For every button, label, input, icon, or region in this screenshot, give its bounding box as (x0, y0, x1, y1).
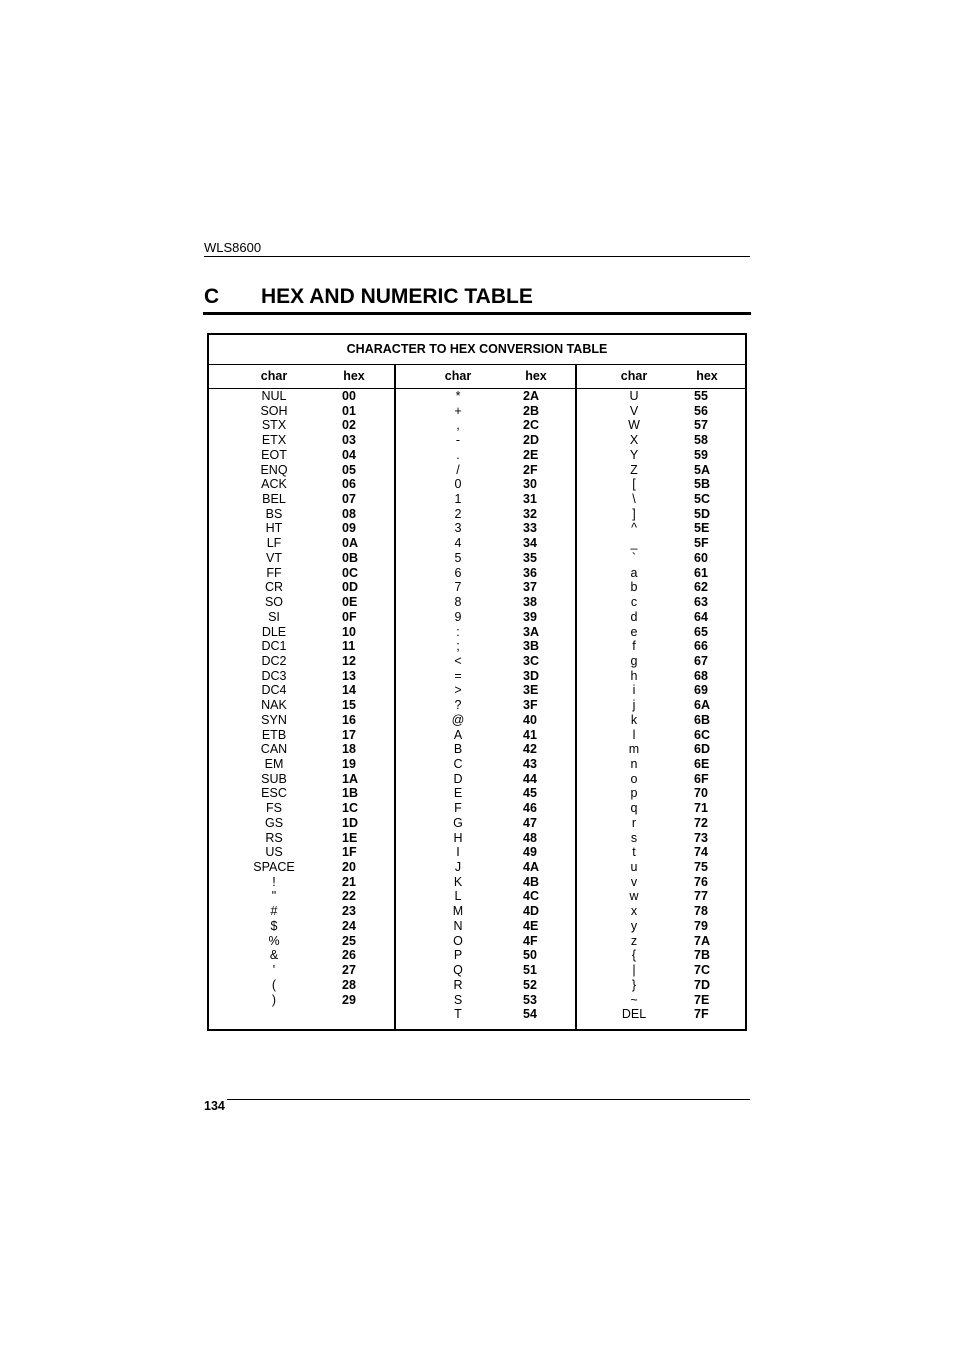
table-cell-hex: 68 (694, 668, 708, 683)
table-cell-hex: 6D (694, 742, 710, 757)
table-cell-hex: 2A (523, 389, 539, 403)
table-cell-hex: 55 (694, 389, 708, 403)
table-cell-char: B (453, 742, 463, 757)
table-cell-hex: 7B (694, 948, 710, 963)
table-cell-hex: 64 (694, 609, 708, 624)
table-cell-hex: 26 (342, 948, 356, 963)
table-cell-hex: 77 (694, 889, 708, 904)
table-cell-hex: 52 (523, 977, 537, 992)
table-cell-hex: 69 (694, 683, 708, 698)
table-cell-char: n (630, 757, 638, 771)
table-cell-hex: 6E (694, 757, 710, 771)
table-cell-char: e (630, 624, 638, 639)
table-cell-char: r (631, 815, 637, 830)
table-cell-hex: 19 (342, 757, 356, 771)
table-cell-char: ; (456, 639, 460, 654)
table-cell-char: p (630, 786, 638, 801)
table-cell-char: 8 (454, 595, 462, 610)
table-cell-hex: 7D (694, 977, 710, 992)
table-cell-hex: 53 (523, 992, 537, 1007)
table-cell-char: DLE (261, 624, 287, 639)
table-cell-char: DC3 (261, 668, 287, 683)
table-title: CHARACTER TO HEX CONVERSION TABLE (209, 335, 745, 365)
table-cell-hex: 22 (342, 889, 356, 904)
table-cell-char: } (631, 977, 637, 992)
table-cell-char: = (454, 668, 462, 683)
table-cell-char: 2 (454, 506, 462, 521)
table-cell-hex: 76 (694, 874, 708, 889)
table-cell-hex: 0C (342, 565, 358, 580)
section-letter: C (204, 285, 220, 308)
table-cell-hex: 04 (342, 447, 356, 462)
table-cell-char: 9 (454, 609, 462, 624)
table-cell-hex: 14 (342, 683, 356, 698)
table-cell-hex: 31 (523, 492, 537, 507)
table-cell-char: CR (264, 580, 284, 595)
table-cell-char: LF (266, 536, 282, 551)
table-cell-hex: 10 (342, 624, 356, 639)
table-cell-hex: 7F (694, 1007, 709, 1022)
table-cell-char: DC2 (261, 653, 287, 668)
table-cell-char: SPACE (253, 860, 295, 875)
table-cell-char: U (629, 389, 639, 403)
table-cell-char: EOT (261, 447, 287, 462)
table-cell-hex: 0E (342, 595, 358, 610)
table-cell-char: - (455, 433, 461, 448)
table-cell-char: h (630, 668, 638, 683)
table-cell-hex: 11 (342, 639, 356, 654)
table-cell-hex: 43 (523, 757, 537, 771)
table-cell-char: US (265, 845, 283, 860)
table-cell-char: > (454, 683, 462, 698)
table-cell-char: | (632, 963, 636, 978)
table-cell-hex: 5A (694, 462, 710, 477)
table-cell-char: DEL (621, 1007, 647, 1022)
group-2-hex-header: hex (525, 369, 547, 383)
table-cell-char: # (270, 904, 278, 919)
table-cell-hex: 3B (523, 639, 539, 654)
table-cell-hex: 51 (523, 963, 537, 978)
table-cell-char: w (629, 889, 639, 904)
table-cell-char: ~ (630, 992, 638, 1007)
table-cell-char: ACK (261, 477, 287, 492)
table-cell-char: SYN (261, 712, 287, 727)
table-cell-char: [ (632, 477, 636, 492)
table-cell-char: L (454, 889, 462, 904)
table-cell-hex: 0B (342, 550, 358, 565)
table-cell-char: v (630, 874, 638, 889)
table-cell-char: DC1 (261, 639, 287, 654)
table-cell-hex: 29 (342, 992, 356, 1007)
table-cell-char: ? (454, 698, 462, 713)
table-cell-hex: 7C (694, 963, 710, 978)
table-cell-char: P (453, 948, 463, 963)
table-cell-hex: 34 (523, 536, 537, 551)
table-cell-char: ETX (261, 433, 287, 448)
table-cell-char: S (453, 992, 463, 1007)
table-cell-char: EM (264, 757, 284, 771)
table-cell-char: 6 (454, 565, 462, 580)
table-cell-hex: 33 (523, 521, 537, 536)
table-cell-hex: 46 (523, 801, 537, 816)
table-cell-char: K (453, 874, 463, 889)
table-cell-char: $ (270, 918, 278, 933)
table-cell-char: + (454, 403, 462, 418)
table-cell-hex: 7A (694, 933, 710, 948)
table-cell-char: F (454, 801, 462, 816)
table-cell-hex: 2D (523, 433, 539, 448)
table-cell-hex: 37 (523, 580, 537, 595)
table-cell-hex: 00 (342, 389, 356, 403)
table-cell-char: ` (631, 550, 637, 565)
table-cell-char: \ (632, 492, 636, 507)
table-cell-hex: 7E (694, 992, 710, 1007)
table-cell-char: BEL (262, 492, 286, 507)
table-cell-char: RS (265, 830, 283, 845)
table-cell-char: Q (453, 963, 463, 978)
table-cell-char: & (269, 948, 279, 963)
table-cell-char: CAN (260, 742, 288, 757)
table-cell-hex: 36 (523, 565, 537, 580)
table-cell-hex: 40 (523, 712, 537, 727)
table-cell-char: . (456, 447, 460, 462)
table-cell-hex: 3E (523, 683, 539, 698)
table-cell-char: 0 (454, 477, 462, 492)
table-cell-hex: 23 (342, 904, 356, 919)
table-cell-char: E (453, 786, 463, 801)
table-cell-hex: 30 (523, 477, 537, 492)
table-cell-char: W (628, 418, 640, 433)
table-cell-hex: 38 (523, 595, 537, 610)
table-cell-char: z (630, 933, 638, 948)
table-cell-hex: 65 (694, 624, 708, 639)
table-cell-hex: 48 (523, 830, 537, 845)
table-cell-char: j (632, 698, 636, 713)
table-cell-hex: 5D (694, 506, 710, 521)
table-cell-hex: 1E (342, 830, 358, 845)
table-cell-hex: 41 (523, 727, 537, 742)
table-cell-char: 1 (454, 492, 462, 507)
table-cell-char: ESC (261, 786, 287, 801)
table-cell-hex: 15 (342, 698, 356, 713)
table-cell-hex: 4B (523, 874, 539, 889)
table-cell-hex: 4D (523, 904, 539, 919)
table-cell-char: G (453, 815, 463, 830)
table-cell-hex: 21 (342, 874, 356, 889)
table-cell-hex: 0F (342, 609, 357, 624)
table-cell-char: * (455, 389, 461, 403)
table-cell-hex: 0A (342, 536, 358, 551)
table-cell-hex: 1C (342, 801, 358, 816)
table-cell-hex: 12 (342, 653, 356, 668)
table-cell-hex: 3F (523, 698, 538, 713)
table-cell-char: R (453, 977, 463, 992)
table-cell-hex: 24 (342, 918, 356, 933)
table-cell-char: / (456, 462, 460, 477)
table-cell-char: l (632, 727, 636, 742)
table-cell-hex: 59 (694, 447, 708, 462)
table-cell-hex: 2C (523, 418, 539, 433)
table-cell-char: BS (265, 506, 283, 521)
table-cell-hex: 3D (523, 668, 539, 683)
table-cell-hex: 17 (342, 727, 356, 742)
table-cell-hex: 03 (342, 433, 356, 448)
table-cell-char: < (454, 653, 462, 668)
table-cell-hex: 79 (694, 918, 708, 933)
table-cell-char: 3 (454, 521, 462, 536)
table-cell-hex: 08 (342, 506, 356, 521)
table-cell-char: o (630, 771, 638, 786)
table-cell-char: ) (271, 992, 277, 1007)
table-cell-char: y (630, 918, 638, 933)
table-cell-hex: 2F (523, 462, 538, 477)
table-cell-hex: 05 (342, 462, 356, 477)
section-heading (204, 285, 533, 309)
title-divider (203, 312, 751, 315)
table-cell-hex: 63 (694, 595, 708, 610)
table-cell-char: M (452, 904, 464, 919)
table-cell-char: s (630, 830, 638, 845)
table-cell-char: i (632, 683, 636, 698)
table-cell-char: SI (268, 609, 280, 624)
table-cell-hex: 0D (342, 580, 358, 595)
table-cell-char: 5 (454, 550, 462, 565)
table-cell-char: u (630, 860, 638, 875)
table-cell-char: O (453, 933, 463, 948)
table-cell-char: HT (265, 521, 283, 536)
table-cell-char: { (631, 948, 637, 963)
table-cell-char: % (268, 933, 280, 948)
table-cell-hex: 50 (523, 948, 537, 963)
table-cell-hex: 61 (694, 565, 708, 580)
table-cell-hex: 09 (342, 521, 356, 536)
table-cell-char: STX (261, 418, 287, 433)
table-cell-hex: 07 (342, 492, 356, 507)
table-cell-char: VT (266, 550, 282, 565)
table-cell-char: @ (451, 712, 465, 727)
table-cell-char: DC4 (261, 683, 287, 698)
table-cell-char: A (453, 727, 463, 742)
table-cell-char: NAK (261, 698, 287, 713)
table-cell-hex: 54 (523, 1007, 537, 1022)
page-number: 134 (204, 1099, 225, 1113)
table-cell-char: f (632, 639, 636, 654)
table-cell-hex: 75 (694, 860, 708, 875)
group-1-hex-header: hex (343, 369, 365, 383)
table-cell-hex: 35 (523, 550, 537, 565)
table-cell-char: J (454, 860, 462, 875)
hex-conversion-table (207, 333, 747, 1031)
table-header-row (209, 365, 745, 389)
table-cell-hex: 2E (523, 447, 539, 462)
table-cell-char: Z (630, 462, 638, 477)
section-title: HEX AND NUMERIC TABLE (261, 285, 533, 308)
table-cell-hex: 1D (342, 815, 358, 830)
table-cell-char: ETB (261, 727, 287, 742)
document-id: WLS8600 (204, 240, 262, 255)
table-cell-hex: 27 (342, 963, 356, 978)
table-cell-hex: 78 (694, 904, 708, 919)
table-cell-hex: 6F (694, 771, 709, 786)
table-cell-hex: 02 (342, 418, 356, 433)
table-cell-hex: 72 (694, 815, 708, 830)
table-cell-char: ^ (631, 521, 637, 536)
table-cell-char: _ (630, 536, 638, 551)
table-cell-hex: 74 (694, 845, 708, 860)
table-cell-char: k (630, 712, 638, 727)
table-cell-hex: 5E (694, 521, 710, 536)
table-cell-char: X (629, 433, 639, 448)
table-cell-hex: 39 (523, 609, 537, 624)
table-cell-hex: 56 (694, 403, 708, 418)
table-cell-hex: 4F (523, 933, 538, 948)
table-cell-hex: 13 (342, 668, 356, 683)
table-cell-hex: 67 (694, 653, 708, 668)
table-cell-char: V (629, 403, 639, 418)
table-cell-hex: 5F (694, 536, 709, 551)
group-3-char-header: char (620, 369, 648, 383)
table-cell-hex: 73 (694, 830, 708, 845)
table-cell-hex: 5B (694, 477, 710, 492)
table-cell-char: 4 (454, 536, 462, 551)
table-cell-char: t (632, 845, 636, 860)
table-cell-char: ! (272, 874, 276, 889)
table-cell-char: g (630, 653, 638, 668)
table-cell-hex: 06 (342, 477, 356, 492)
table-cell-char: SUB (261, 771, 287, 786)
table-cell-char: T (454, 1007, 462, 1022)
table-cell-hex: 2B (523, 403, 539, 418)
table-cell-hex: 47 (523, 815, 537, 830)
table-cell-char: a (630, 565, 638, 580)
table-cell-hex: 16 (342, 712, 356, 727)
table-cell-char: Y (629, 447, 639, 462)
group-3-hex-header: hex (696, 369, 718, 383)
table-cell-hex: 01 (342, 403, 356, 418)
table-cell-char: D (453, 771, 463, 786)
table-cell-hex: 25 (342, 933, 356, 948)
table-cell-hex: 49 (523, 845, 537, 860)
header-divider (204, 256, 750, 257)
table-cell-char: ] (632, 506, 636, 521)
table-cell-hex: 62 (694, 580, 708, 595)
table-cell-char: ENQ (260, 462, 288, 477)
table-cell-hex: 6B (694, 712, 710, 727)
table-cell-hex: 3A (523, 624, 539, 639)
table-cell-hex: 58 (694, 433, 708, 448)
table-cell-hex: 57 (694, 418, 708, 433)
table-cell-hex: 20 (342, 860, 356, 875)
table-cell-char: FF (266, 565, 282, 580)
table-cell-char: x (630, 904, 638, 919)
table-cell-hex: 4A (523, 860, 539, 875)
table-cell-char: SOH (260, 403, 288, 418)
table-cell-hex: 71 (694, 801, 708, 816)
table-cell-char: : (456, 624, 460, 639)
table-cell-char: ( (271, 977, 277, 992)
table-cell-hex: 1B (342, 786, 358, 801)
table-cell-char: H (453, 830, 463, 845)
table-cell-hex: 3C (523, 653, 539, 668)
table-cell-hex: 18 (342, 742, 356, 757)
table-cell-char: GS (264, 815, 284, 830)
table-cell-char: " (271, 889, 277, 904)
table-cell-char: c (630, 595, 638, 610)
table-cell-char: , (456, 418, 460, 433)
footer-divider (204, 1099, 750, 1100)
table-cell-hex: 5C (694, 492, 710, 507)
table-cell-hex: 42 (523, 742, 537, 757)
table-cell-char: b (630, 580, 638, 595)
table-cell-char: C (453, 757, 463, 771)
table-cell-hex: 4C (523, 889, 539, 904)
table-cell-hex: 1F (342, 845, 357, 860)
group-1-char-header: char (260, 369, 288, 383)
column-divider (575, 365, 577, 1029)
table-cell-char: NUL (261, 389, 287, 403)
column-divider (394, 365, 396, 1029)
group-2-char-header: char (444, 369, 472, 383)
table-cell-hex: 44 (523, 771, 537, 786)
table-cell-hex: 1A (342, 771, 358, 786)
table-cell-char: FS (266, 801, 282, 816)
table-cell-char: ' (272, 963, 276, 978)
table-cell-char: I (456, 845, 460, 860)
table-cell-hex: 66 (694, 639, 708, 654)
table-cell-hex: 28 (342, 977, 356, 992)
table-cell-hex: 4E (523, 918, 539, 933)
table-cell-char: 7 (454, 580, 462, 595)
table-cell-hex: 60 (694, 550, 708, 565)
table-cell-char: m (628, 742, 640, 757)
table-cell-char: SO (264, 595, 284, 610)
table-cell-hex: 45 (523, 786, 537, 801)
table-cell-hex: 70 (694, 786, 708, 801)
table-cell-hex: 6A (694, 698, 710, 713)
table-cell-hex: 6C (694, 727, 710, 742)
table-cell-char: q (630, 801, 638, 816)
table-cell-hex: 32 (523, 506, 537, 521)
table-cell-char: d (630, 609, 638, 624)
table-cell-char: N (453, 918, 463, 933)
